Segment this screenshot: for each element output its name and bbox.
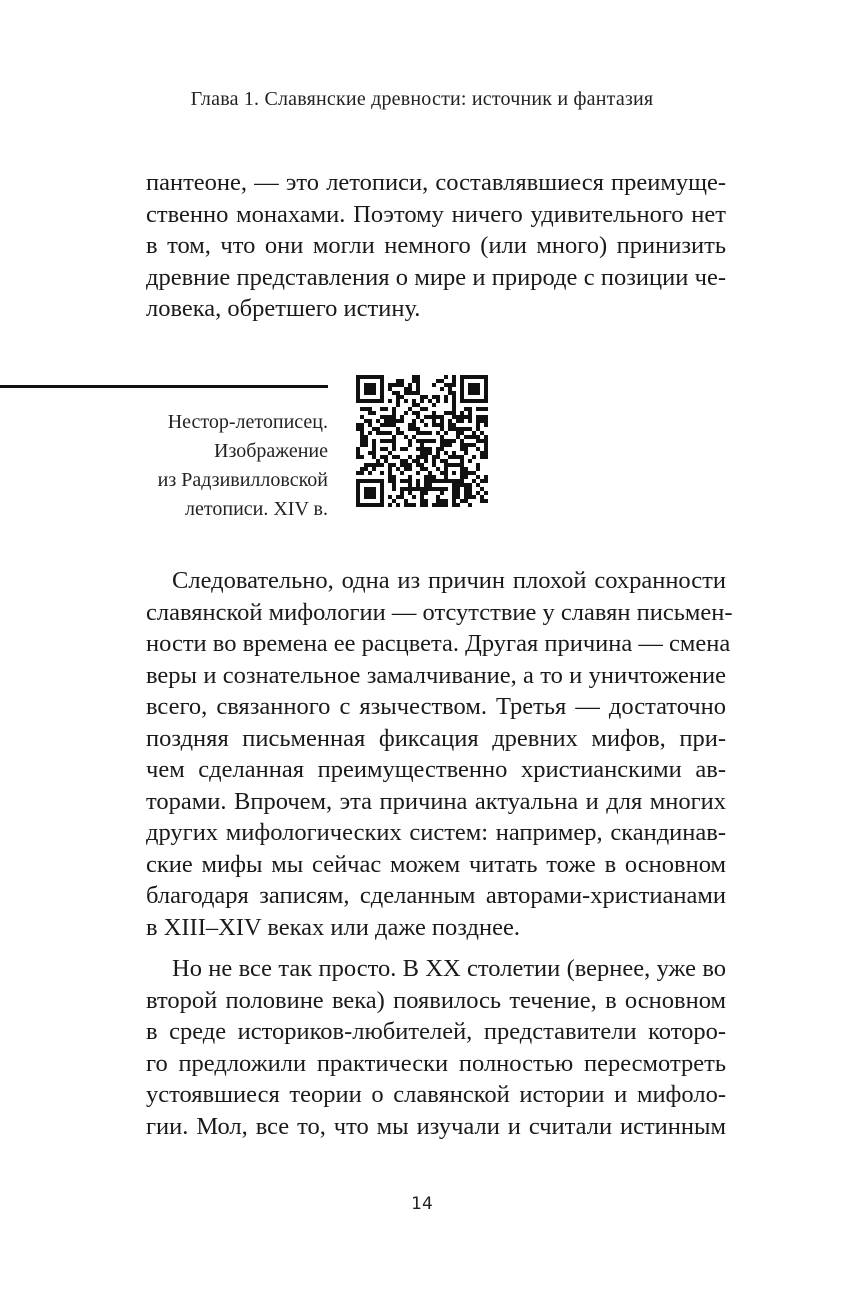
text-line: древние представления о мире и природе с позиции че- <box>146 263 726 291</box>
text-line: в среде историков-любителей, представители которо- <box>146 1018 726 1045</box>
text-line: чем сделанная преимущественно христианскими ав- <box>146 756 726 783</box>
paragraph-3 <box>146 953 726 1142</box>
text-line: в том, что они могли немного (или много) принизить <box>146 232 726 259</box>
caption-line: Нестор-летописец. <box>167 411 328 433</box>
text-line: других мифологических систем: например, скандинав- <box>146 819 726 846</box>
text-line: всего, связанного с язычеством. Третья — достаточно <box>146 693 726 720</box>
text-line: устоявшиеся теории о славянской истории и мифоло- <box>146 1081 726 1108</box>
text-line: гии. Мол, все то, что мы изучали и считали истинным <box>146 1112 726 1140</box>
text-line: Но не все так просто. В XX столетии (вернее, уже во <box>172 955 726 982</box>
text-line: веры и сознательное замалчивание, а то и уничтожение <box>146 661 726 689</box>
text-line: ности во времена ее расцвета. Другая причина — смена <box>146 630 731 657</box>
text-line: поздняя письменная фиксация древних мифов, при- <box>146 724 726 752</box>
text-line: благодаря записям, сделанным авторами-христианами <box>146 882 726 909</box>
caption-line: Изображение <box>214 440 328 462</box>
page-number: 14 <box>411 1194 433 1214</box>
text-line: торами. Впрочем, эта причина актуальна и для многих <box>146 787 726 815</box>
paragraph-1 <box>146 167 726 325</box>
text-line: пантеоне, — это летописи, составлявшиеся преимуще- <box>146 169 726 196</box>
running-head: Глава 1. Славянские древности: источник и фантазия <box>190 88 654 110</box>
text-line: второй половине века) появилось течение, в основном <box>146 986 726 1014</box>
figure-caption <box>60 408 328 524</box>
text-line: ские мифы мы сейчас можем читать тоже в основном <box>146 850 726 878</box>
text-line: славянской мифологии — отсутствие у славян письмен- <box>146 598 733 626</box>
text-line: го предложили практически полностью пересмотреть <box>146 1049 726 1077</box>
text-line: ловека, обретшего истину. <box>146 295 421 322</box>
caption-line: из Радзивилловской <box>157 469 328 491</box>
text-line: ственно монахами. Поэтому ничего удивительного нет <box>146 200 726 228</box>
caption-rule <box>0 385 328 388</box>
caption-line: летописи. XIV в. <box>185 498 328 520</box>
text-line: в XIII–XIV веках или даже позднее. <box>146 913 520 941</box>
paragraph-2 <box>146 565 733 943</box>
text-line: Следовательно, одна из причин плохой сохранности <box>172 567 726 594</box>
qr-code-icon[interactable] <box>356 375 488 507</box>
